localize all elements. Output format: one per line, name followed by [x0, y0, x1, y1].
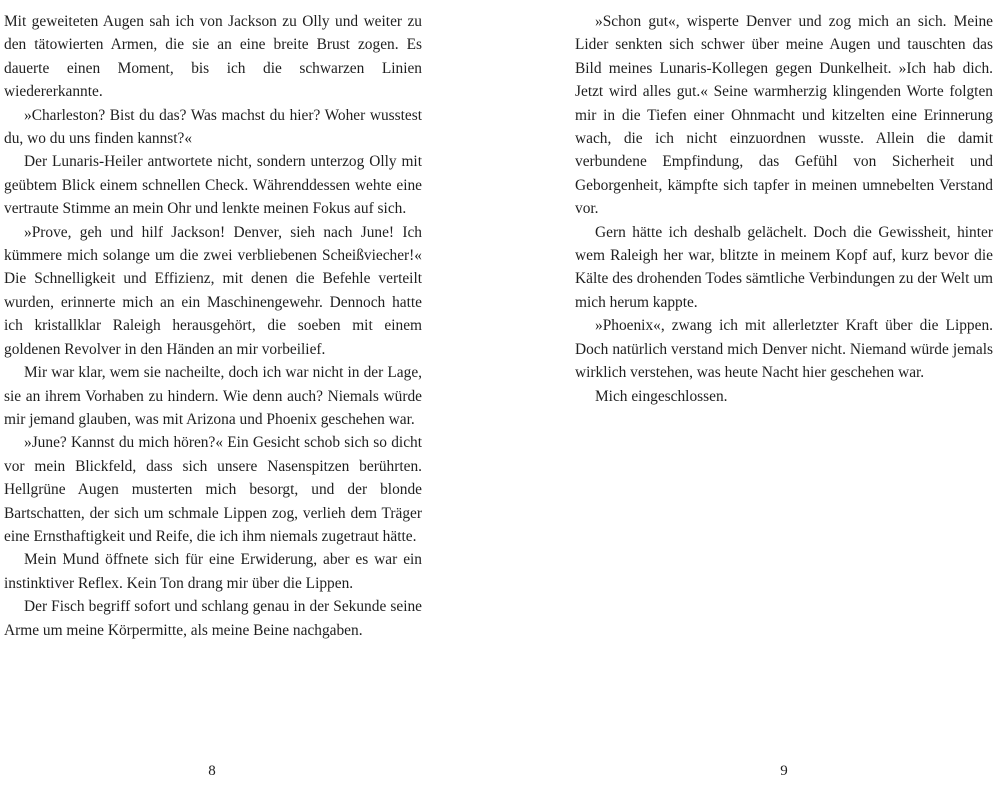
- left-page: [4, 10, 422, 642]
- left-paragraph-2: »Charleston? Bist du das? Was machst du hier? Woher wusstest du, wo du uns finden kannst?«: [4, 106, 422, 148]
- left-paragraph-4: »Prove, geh und hilf Jackson! Denver, sieh nach June! Ich kümmere mich solange um die zwei verbliebenen Scheißviecher!« Die Schnelligkeit und Effizienz, mit denen die Befehle verteilt wurden, erinnerte mich an ein Maschinengewehr. Dennoch hatte ich kristallklar Raleigh herausgehört, die soeben mit einem goldenen Revolver in den Händen an mir vorbeilief.: [4, 223, 422, 358]
- left-paragraph-8: Der Fisch begriff sofort und schlang genau in der Sekunde seine Arme um meine Körpermitte, als meine Beine nachgaben.: [4, 598, 422, 639]
- left-paragraph-5: Mir war klar, wem sie nacheilte, doch ich war nicht in der Lage, sie an ihrem Vorhaben zu hindern. Wie denn auch? Niemals würde mir jemand glauben, was mit Arizona und Phoenix geschehen war.: [4, 364, 422, 428]
- left-page-number: 8: [208, 763, 216, 779]
- right-page-number: 9: [780, 763, 788, 779]
- left-paragraph-1: Mit geweiteten Augen sah ich von Jackson zu Olly und weiter zu den tätowierten Armen, die sie an eine breite Brust zogen. Es dauerte einen Moment, bis ich die schwarzen Linien wiedererkannte.: [4, 13, 422, 101]
- right-paragraph-2: Gern hätte ich deshalb gelächelt. Doch die Gewissheit, hinter wem Raleigh her war, blitzte in meinem Kopf auf, kurz bevor die Kälte des drohenden Todes sämtliche Verbindungen zu der Welt um mich herum kappte.: [575, 223, 993, 311]
- right-paragraph-4: Mich eingeschlossen.: [595, 387, 728, 405]
- left-paragraph-6: »June? Kannst du mich hören?« Ein Gesicht schob sich so dicht vor mein Blickfeld, dass sich unsere Nasenspitzen berührten. Hellgrüne Augen musterten mich besorgt, und der blonde Bartschatten, der sich um schmale Lippen zog, verlieh dem Träger eine Ernsthaftigkeit und Reife, die ich ihm niemals zugetraut hätte.: [4, 434, 422, 545]
- left-paragraph-3: Der Lunaris-Heiler antwortete nicht, sondern unterzog Olly mit geübtem Blick einem schnellen Check. Währenddessen wehte eine vertraute Stimme an mein Ohr und lenkte meinen Fokus auf sich.: [4, 153, 422, 218]
- left-paragraph-7: Mein Mund öffnete sich für eine Erwiderung, aber es war ein instinktiver Reflex. Kein Ton drang mir über die Lippen.: [4, 551, 422, 592]
- right-paragraph-1: »Schon gut«, wisperte Denver und zog mich an sich. Meine Lider senkten sich schwer über meine Augen und tauschten das Bild meines Lunaris-Kollegen gegen Dunkelheit. »Ich hab dich. Jetzt wird alles gut.« Seine warmherzig klingenden Worte folgten mir in die Tiefen einer Ohnmacht und kitzelten eine Erinnerung wach, die ich nicht einzuordnen wusste. Allein die damit verbundene Empfindung, das Gefühl von Sicherheit und Geborgenheit, kämpfte sich tapfer in meinen umnebelten Verstand vor.: [575, 13, 993, 218]
- right-page: [575, 10, 993, 408]
- right-paragraph-3: »Phoenix«, zwang ich mit allerletzter Kraft über die Lippen. Doch natürlich verstand mich Denver nicht. Niemand würde jemals wirklich verstehen, was heute Nacht hier geschehen war.: [575, 317, 993, 382]
